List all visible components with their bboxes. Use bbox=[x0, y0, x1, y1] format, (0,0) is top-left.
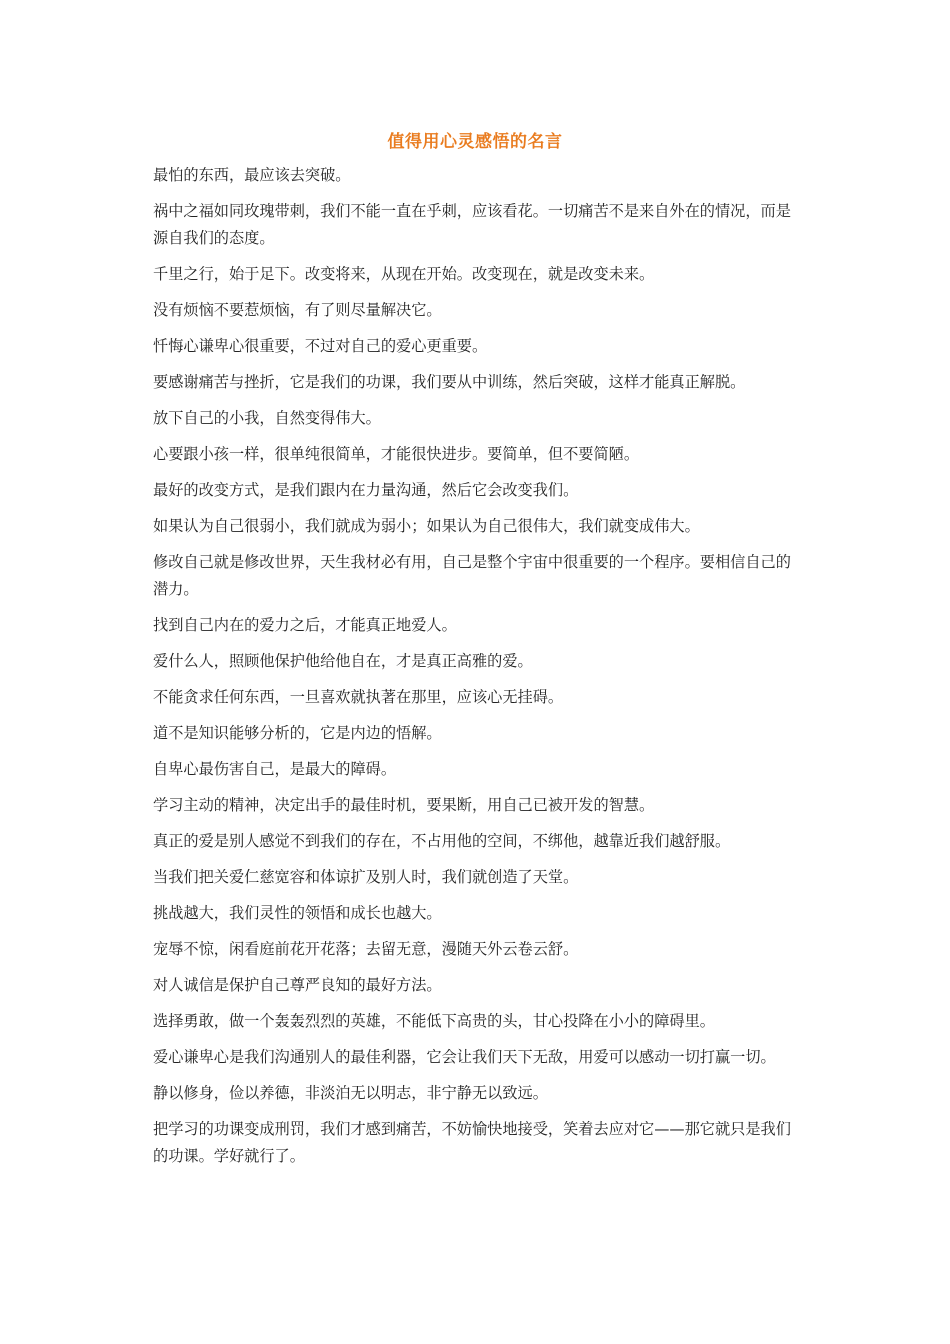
quote-paragraph: 当我们把关爱仁慈宽容和体谅扩及别人时，我们就创造了天堂。 bbox=[153, 868, 579, 886]
quote-paragraph: 学习主动的精神，决定出手的最佳时机，要果断，用自己已被开发的智慧。 bbox=[153, 796, 655, 814]
quote-paragraph: 爱什么人，照顾他保护他给他自在，才是真正高雅的爱。 bbox=[153, 652, 533, 670]
quote-paragraph: 对人诚信是保护自己尊严良知的最好方法。 bbox=[153, 976, 442, 994]
quote-paragraph: 如果认为自己很弱小，我们就成为弱小；如果认为自己很伟大，我们就变成伟大。 bbox=[153, 517, 700, 535]
quote-paragraph: 修改自己就是修改世界，天生我材必有用，自己是整个宇宙中很重要的一个程序。要相信自己的潜力。 bbox=[153, 553, 791, 598]
quote-paragraph: 道不是知识能够分析的，它是内边的悟解。 bbox=[153, 724, 442, 742]
document-title: 值得用心灵感悟的名言 bbox=[387, 132, 563, 152]
quote-paragraph: 没有烦恼不要惹烦恼，有了则尽量解决它。 bbox=[153, 301, 442, 319]
quote-paragraph: 最好的改变方式，是我们跟内在力量沟通，然后它会改变我们。 bbox=[153, 481, 579, 499]
quote-paragraph: 祸中之福如同玫瑰带刺，我们不能一直在乎刺，应该看花。一切痛苦不是来自外在的情况，而是源自我们的态度。 bbox=[153, 202, 791, 247]
quote-paragraph: 真正的爱是别人感觉不到我们的存在，不占用他的空间，不绑他，越靠近我们越舒服。 bbox=[153, 832, 731, 850]
quote-paragraph: 要感谢痛苦与挫折，它是我们的功课，我们要从中训练，然后突破，这样才能真正解脱。 bbox=[153, 373, 746, 391]
quote-paragraph: 选择勇敢，做一个轰轰烈烈的英雄，不能低下高贵的头，甘心投降在小小的障碍里。 bbox=[153, 1012, 715, 1030]
quote-paragraph: 挑战越大，我们灵性的领悟和成长也越大。 bbox=[153, 904, 442, 922]
quote-paragraph: 最怕的东西，最应该去突破。 bbox=[153, 166, 351, 184]
quote-paragraph: 找到自己内在的爱力之后，才能真正地爱人。 bbox=[153, 616, 457, 634]
quote-paragraph: 宠辱不惊，闲看庭前花开花落；去留无意，漫随天外云卷云舒。 bbox=[153, 940, 579, 958]
quote-paragraph: 放下自己的小我，自然变得伟大。 bbox=[153, 409, 381, 427]
quote-paragraph: 把学习的功课变成刑罚，我们才感到痛苦，不妨愉快地接受，笑着去应对它——那它就只是我们的功课。学好就行了。 bbox=[153, 1120, 791, 1165]
quote-paragraph: 心要跟小孩一样，很单纯很简单，才能很快进步。要简单，但不要简陋。 bbox=[153, 445, 639, 463]
quotes-body bbox=[153, 162, 803, 1179]
quote-paragraph: 不能贪求任何东西，一旦喜欢就执著在那里，应该心无挂碍。 bbox=[153, 688, 564, 706]
quote-paragraph: 爱心谦卑心是我们沟通别人的最佳利器，它会让我们天下无敌，用爱可以感动一切打赢一切。 bbox=[153, 1048, 776, 1066]
quote-paragraph: 千里之行，始于足下。改变将来，从现在开始。改变现在，就是改变未来。 bbox=[153, 265, 655, 283]
quote-paragraph: 忏悔心谦卑心很重要，不过对自己的爱心更重要。 bbox=[153, 337, 488, 355]
quote-paragraph: 静以修身，俭以养德，非淡泊无以明志，非宁静无以致远。 bbox=[153, 1084, 548, 1102]
quote-paragraph: 自卑心最伤害自己，是最大的障碍。 bbox=[153, 760, 396, 778]
